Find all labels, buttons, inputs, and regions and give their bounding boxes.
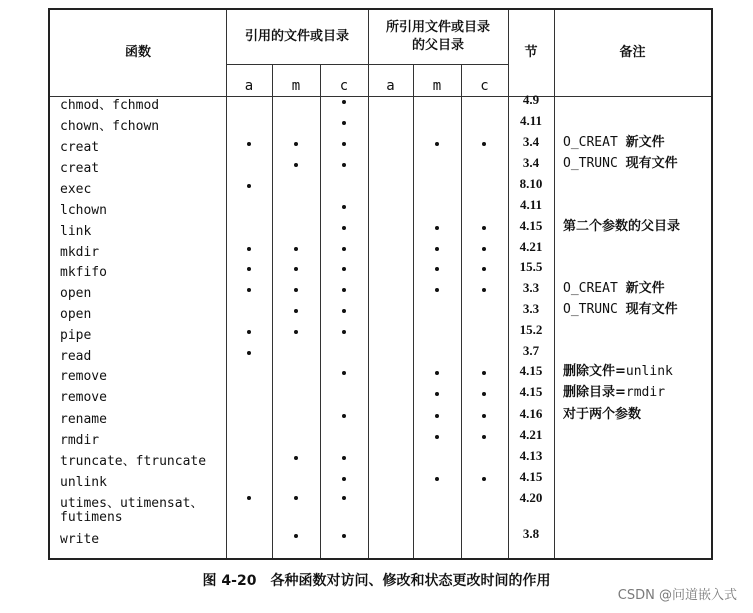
mark-dot bbox=[294, 288, 298, 292]
mark-dot bbox=[342, 534, 346, 538]
function-name: write bbox=[60, 532, 100, 547]
mark-dot bbox=[342, 163, 346, 167]
timestamp-table bbox=[48, 8, 713, 560]
function-name: open bbox=[60, 286, 92, 301]
function-name-cont: futimens bbox=[60, 510, 123, 525]
section-number: 4.13 bbox=[519, 448, 543, 463]
col-divider bbox=[461, 64, 462, 558]
col-divider bbox=[272, 64, 273, 558]
header-sub-m: m bbox=[291, 78, 301, 94]
mark-dot bbox=[342, 121, 346, 125]
header-sub-c: c bbox=[480, 78, 489, 94]
col-divider bbox=[413, 64, 414, 558]
note-code: unlink bbox=[625, 364, 673, 379]
note-text bbox=[563, 220, 680, 234]
mark-dot bbox=[342, 100, 346, 104]
section-number: 3.8 bbox=[522, 526, 540, 541]
mark-dot bbox=[247, 267, 251, 271]
note-code: O_TRUNC bbox=[563, 156, 626, 171]
section-number: 3.4 bbox=[522, 155, 540, 170]
header-sub-a: a bbox=[244, 78, 254, 94]
mark-dot bbox=[294, 163, 298, 167]
note-code: O_CREAT bbox=[563, 135, 626, 150]
function-name: unlink bbox=[60, 475, 107, 490]
function-name: rename bbox=[60, 412, 107, 427]
mark-dot bbox=[435, 247, 439, 251]
mark-dot bbox=[294, 267, 298, 271]
mark-dot bbox=[435, 142, 439, 146]
mark-dot bbox=[435, 414, 439, 418]
note-code: O_CREAT bbox=[563, 281, 626, 296]
function-name: link bbox=[60, 224, 92, 239]
function-name: open bbox=[60, 307, 92, 322]
mark-dot bbox=[435, 226, 439, 230]
section-number: 3.4 bbox=[522, 134, 540, 149]
note-code: rmdir bbox=[625, 385, 666, 400]
mark-dot bbox=[247, 351, 251, 355]
header-sub-c: c bbox=[339, 78, 349, 94]
section-number: 4.11 bbox=[519, 197, 543, 212]
note-text bbox=[563, 157, 678, 171]
watermark: CSDN @问道嵌入式 bbox=[617, 588, 737, 603]
note-text bbox=[563, 282, 665, 296]
mark-dot bbox=[294, 142, 298, 146]
mark-dot bbox=[247, 184, 251, 188]
header-sub-divider bbox=[226, 64, 508, 65]
mark-dot bbox=[294, 247, 298, 251]
function-name: rmdir bbox=[60, 433, 100, 448]
mark-dot bbox=[342, 267, 346, 271]
note-label: 现有文件 bbox=[625, 302, 678, 317]
section-number: 4.15 bbox=[519, 384, 543, 399]
mark-dot bbox=[482, 435, 486, 439]
note-text bbox=[563, 386, 665, 400]
note-label: 现有文件 bbox=[625, 156, 678, 171]
function-name: creat bbox=[60, 140, 100, 155]
mark-dot bbox=[342, 330, 346, 334]
section-number: 3.3 bbox=[522, 301, 540, 316]
mark-dot bbox=[294, 309, 298, 313]
mark-dot bbox=[342, 496, 346, 500]
col-divider bbox=[320, 64, 321, 558]
mark-dot bbox=[435, 267, 439, 271]
mark-dot bbox=[482, 267, 486, 271]
function-name: utimes、utimensat、 bbox=[60, 496, 204, 511]
function-name: read bbox=[60, 349, 92, 364]
mark-dot bbox=[247, 330, 251, 334]
section-number: 4.20 bbox=[519, 490, 543, 505]
note-text bbox=[563, 303, 678, 317]
header-notes: 备注 bbox=[619, 45, 646, 60]
mark-dot bbox=[247, 496, 251, 500]
section-number: 8.10 bbox=[519, 176, 543, 191]
function-name: pipe bbox=[60, 328, 92, 343]
mark-dot bbox=[294, 330, 298, 334]
section-number: 3.3 bbox=[522, 280, 540, 295]
mark-dot bbox=[482, 371, 486, 375]
function-name: chown、fchown bbox=[60, 119, 160, 134]
note-text bbox=[563, 365, 673, 379]
header-parent-dir bbox=[368, 14, 508, 60]
section-number: 4.15 bbox=[519, 363, 543, 378]
mark-dot bbox=[342, 371, 346, 375]
mark-dot bbox=[342, 247, 346, 251]
section-number: 3.7 bbox=[522, 343, 540, 358]
function-name: mkdir bbox=[60, 245, 100, 260]
function-name: mkfifo bbox=[60, 265, 107, 280]
mark-dot bbox=[342, 288, 346, 292]
mark-dot bbox=[342, 414, 346, 418]
mark-dot bbox=[247, 247, 251, 251]
function-name: lchown bbox=[60, 203, 107, 218]
section-number: 15.5 bbox=[519, 259, 543, 274]
function-name: remove bbox=[60, 369, 107, 384]
function-name: chmod、fchmod bbox=[60, 98, 160, 113]
mark-dot bbox=[482, 288, 486, 292]
mark-dot bbox=[294, 534, 298, 538]
note-text bbox=[563, 136, 665, 150]
section-number: 4.9 bbox=[522, 92, 540, 107]
mark-dot bbox=[342, 226, 346, 230]
mark-dot bbox=[294, 496, 298, 500]
section-number: 4.15 bbox=[519, 218, 543, 233]
mark-dot bbox=[482, 414, 486, 418]
mark-dot bbox=[482, 142, 486, 146]
mark-dot bbox=[435, 435, 439, 439]
header-ref-file: 引用的文件或目录 bbox=[244, 29, 349, 44]
mark-dot bbox=[435, 477, 439, 481]
mark-dot bbox=[342, 205, 346, 209]
figure-caption: 图 4-20 各种函数对访问、修改和状态更改时间的作用 bbox=[202, 573, 551, 589]
section-number: 4.21 bbox=[519, 427, 543, 442]
header-section: 节 bbox=[524, 45, 538, 60]
note-label: 删除文件= bbox=[563, 364, 626, 379]
mark-dot bbox=[435, 288, 439, 292]
mark-dot bbox=[435, 371, 439, 375]
header-parent-dir-line2: 的父目录 bbox=[411, 38, 464, 53]
section-number: 4.21 bbox=[519, 239, 543, 254]
header-sub-a: a bbox=[386, 78, 395, 94]
note-label: 第二个参数的父目录 bbox=[563, 219, 681, 234]
mark-dot bbox=[342, 477, 346, 481]
note-label: 删除目录= bbox=[563, 385, 626, 400]
mark-dot bbox=[482, 247, 486, 251]
mark-dot bbox=[482, 226, 486, 230]
section-number: 15.2 bbox=[519, 322, 543, 337]
mark-dot bbox=[294, 456, 298, 460]
mark-dot bbox=[342, 456, 346, 460]
section-number: 4.15 bbox=[519, 469, 543, 484]
section-number: 4.16 bbox=[519, 406, 543, 421]
header-parent-dir-line1: 所引用文件或目录 bbox=[385, 20, 490, 35]
function-name: remove bbox=[60, 390, 107, 405]
header-function: 函数 bbox=[124, 45, 151, 60]
mark-dot bbox=[247, 142, 251, 146]
note-text bbox=[563, 408, 641, 422]
section-number: 4.11 bbox=[519, 113, 543, 128]
mark-dot bbox=[342, 142, 346, 146]
mark-dot bbox=[435, 392, 439, 396]
function-name: truncate、ftruncate bbox=[60, 454, 207, 469]
mark-dot bbox=[247, 288, 251, 292]
mark-dot bbox=[482, 477, 486, 481]
note-label: 新文件 bbox=[625, 135, 665, 150]
note-code: O_TRUNC bbox=[563, 302, 626, 317]
note-label: 对于两个参数 bbox=[563, 407, 642, 422]
mark-dot bbox=[342, 309, 346, 313]
note-label: 新文件 bbox=[625, 281, 665, 296]
function-name: exec bbox=[60, 182, 92, 197]
mark-dot bbox=[482, 392, 486, 396]
function-name: creat bbox=[60, 161, 100, 176]
header-sub-m: m bbox=[432, 78, 442, 94]
